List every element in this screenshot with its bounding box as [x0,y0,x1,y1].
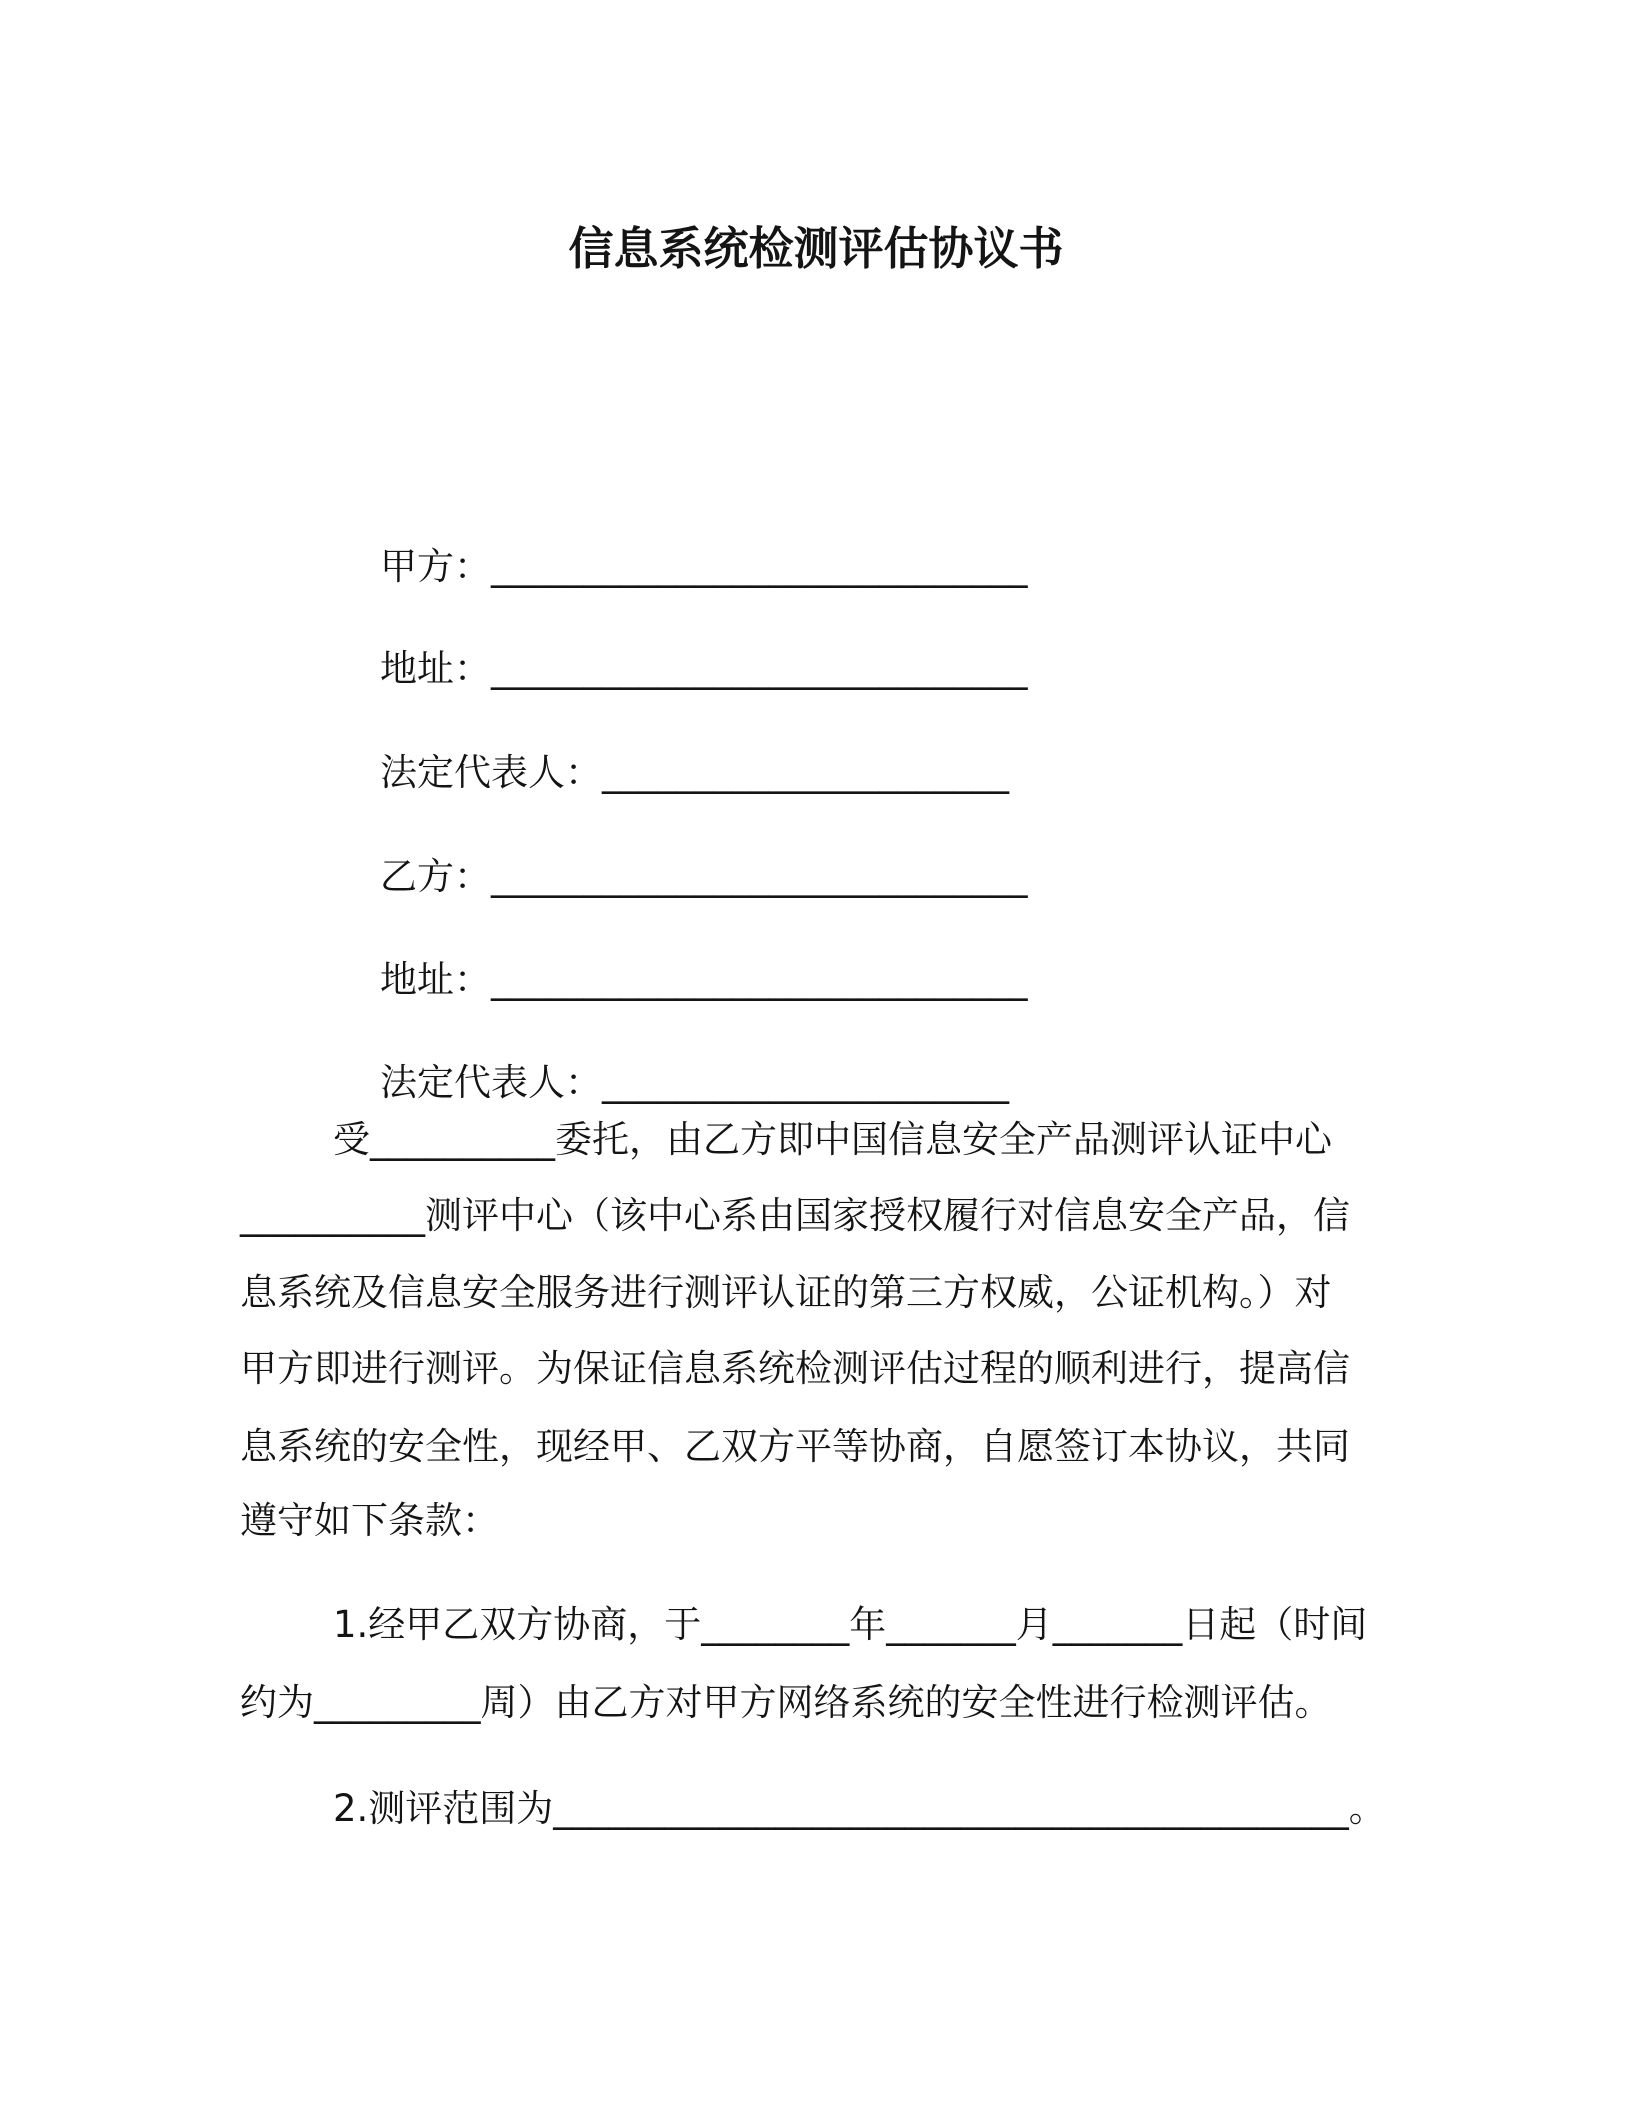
paragraph-line: 息系统的安全性，现经甲、乙双方平等协商，自愿签订本协议，共同 [240,1425,1350,1468]
party-a-address-blank: _____________________________ [491,647,1028,690]
party-line-b-representative [333,1011,1010,1104]
party-line-a-address [333,597,1028,690]
party-b-blank: _____________________________ [491,855,1028,898]
paragraph-line: 甲方即进行测评。为保证信息系统检测评估过程的顺利进行，提高信 [240,1347,1350,1390]
party-b-representative-label: 法定代表人： [380,1061,603,1104]
party-b-address-blank: _____________________________ [491,958,1028,1001]
party-b-label: 乙方： [380,855,492,898]
clause-line: 约为_________周）由乙方对甲方网络系统的安全性进行检测评估。 [240,1681,1332,1724]
paragraph-line: __________测评中心（该中心系由国家授权履行对信息安全产品，信 [240,1194,1350,1237]
clause-line: 1.经甲乙双方协商，于________年_______月_______日起（时间 [333,1603,1368,1646]
party-a-address-label: 地址： [380,647,492,690]
party-a-label: 甲方： [380,545,492,588]
document-title: 信息系统检测评估协议书 [568,222,1064,275]
party-a-representative-blank: ______________________ [602,751,1010,794]
party-a-representative-label: 法定代表人： [380,751,603,794]
party-line-b [333,805,1028,898]
party-a-blank: _____________________________ [491,545,1028,588]
party-line-b-address [333,908,1028,1001]
paragraph-line: 息系统及信息安全服务进行测评认证的第三方权威，公证机构。）对 [240,1271,1332,1314]
paragraph-line: 受__________委托，由乙方即中国信息安全产品测评认证中心 [333,1118,1332,1161]
paragraph-line: 遵守如下条款： [240,1499,499,1542]
party-b-representative-blank: ______________________ [602,1061,1010,1104]
party-b-address-label: 地址： [380,958,492,1001]
party-line-a-representative [333,701,1010,794]
party-line-a [333,495,1028,588]
clause-line: 2.测评范围为___________________________________________。 [333,1787,1386,1830]
